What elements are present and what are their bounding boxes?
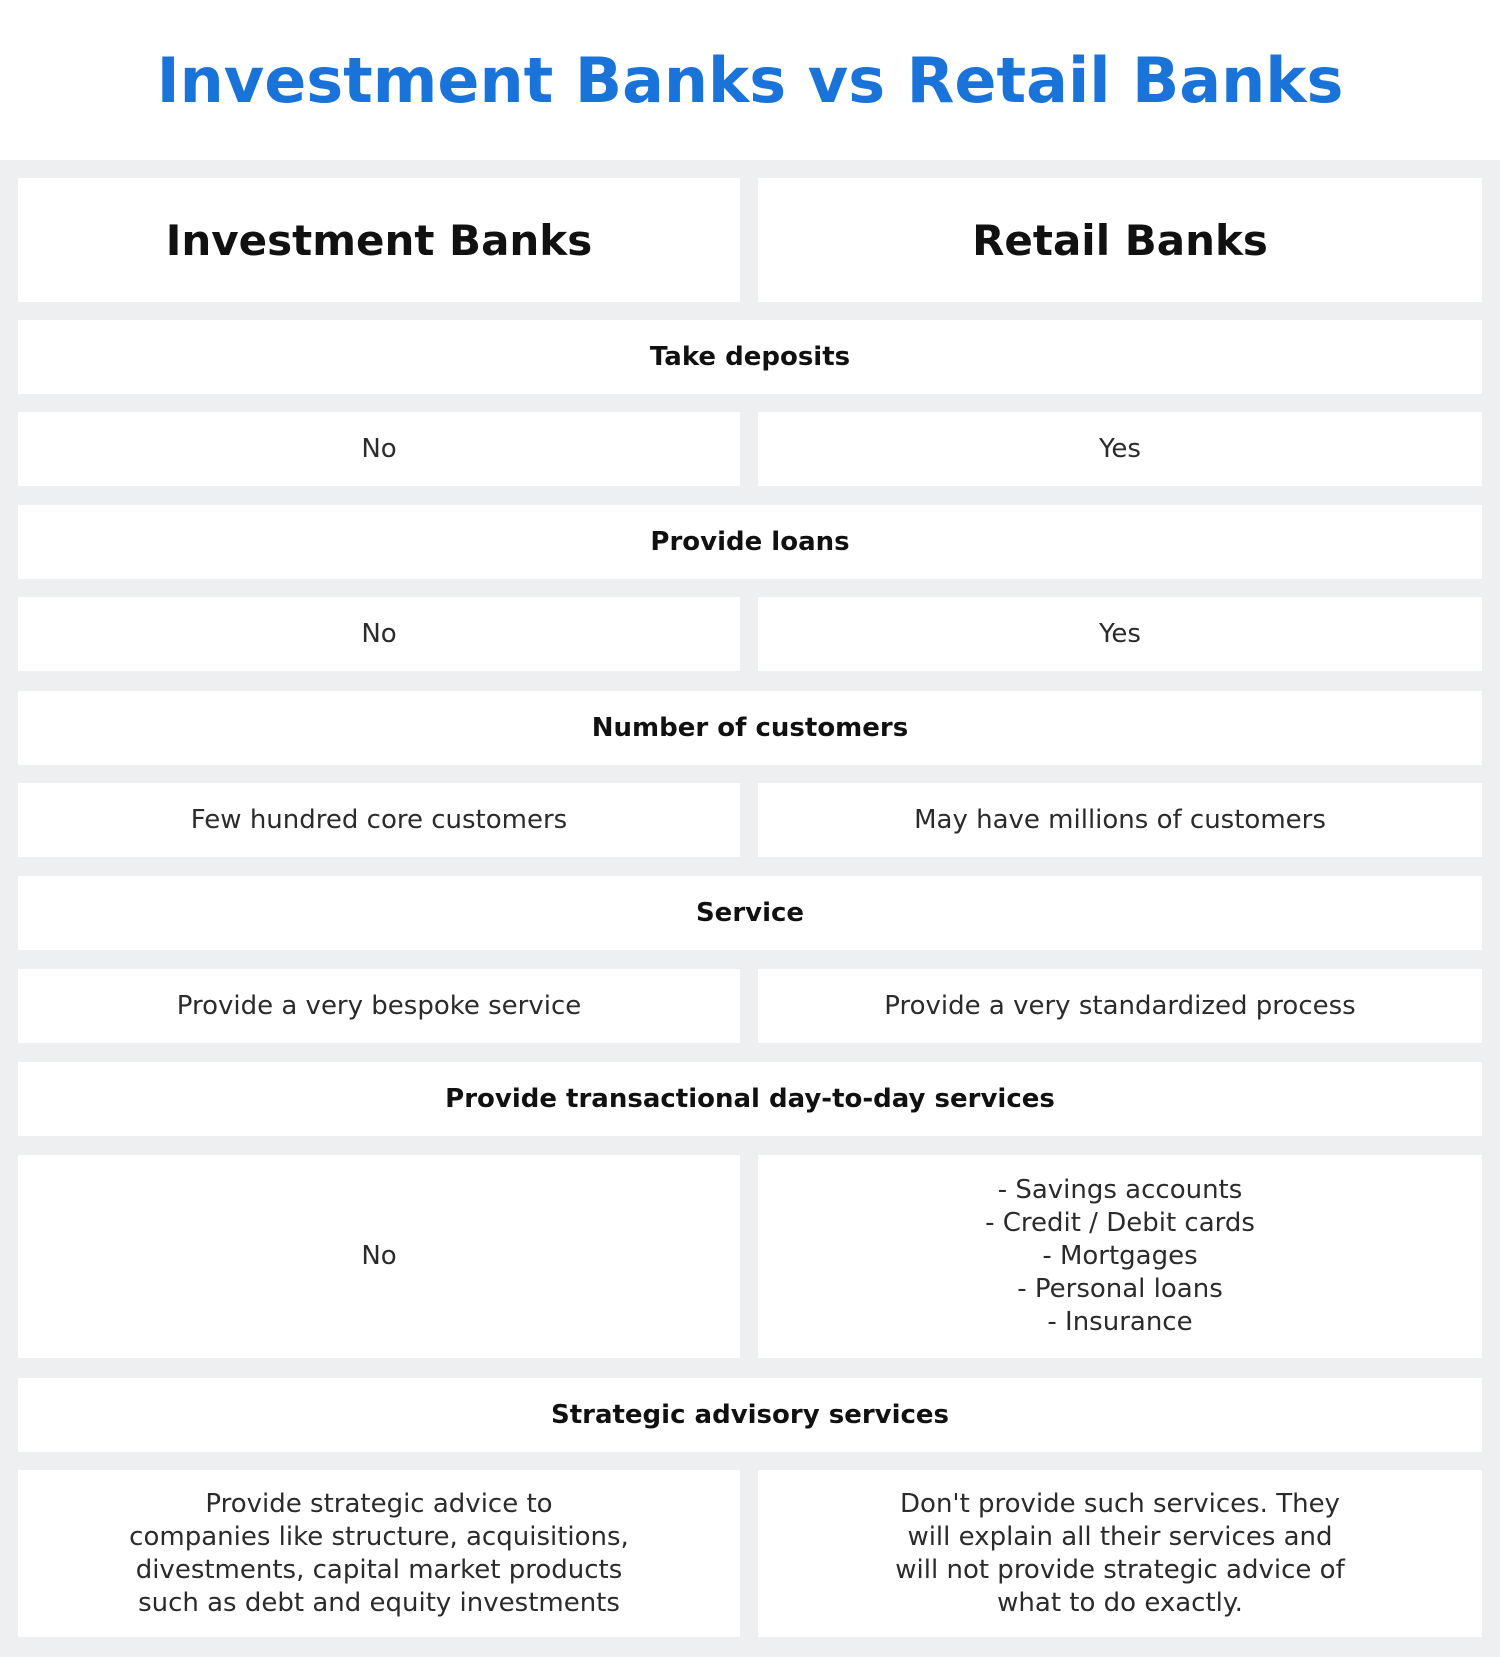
section-header-take-deposits: Take deposits (18, 320, 1482, 394)
investment-strategic-advisory-value: Provide strategic advice to companies like structure, acquisitions, divestments, capital market products such as debt and equity investments (18, 1470, 740, 1637)
retail-strategic-advisory-value: Don't provide such services. They will explain all their services and will not provide strategic advice of what to do exactly. (758, 1470, 1482, 1637)
comparison-table (0, 160, 1500, 1657)
section-header-transactional-services: Provide transactional day-to-day services (18, 1062, 1482, 1136)
title-area (0, 0, 1500, 160)
section-header-number-of-customers: Number of customers (18, 691, 1482, 765)
page-title: Investment Banks vs Retail Banks (156, 43, 1344, 117)
section-header-strategic-advisory: Strategic advisory services (18, 1378, 1482, 1452)
investment-number-of-customers-value: Few hundred core customers (18, 783, 740, 857)
retail-service-value: Provide a very standardized process (758, 969, 1482, 1043)
retail-take-deposits-value: Yes (758, 412, 1482, 486)
retail-transactional-services-list: - Savings accounts - Credit / Debit cards - Mortgages - Personal loans - Insurance (758, 1155, 1482, 1358)
section-header-provide-loans: Provide loans (18, 505, 1482, 579)
investment-transactional-services-value: No (18, 1155, 740, 1358)
investment-provide-loans-value: No (18, 597, 740, 671)
retail-provide-loans-value: Yes (758, 597, 1482, 671)
section-header-service: Service (18, 876, 1482, 950)
investment-service-value: Provide a very bespoke service (18, 969, 740, 1043)
column-header-investment-banks: Investment Banks (18, 178, 740, 302)
retail-number-of-customers-value: May have millions of customers (758, 783, 1482, 857)
investment-take-deposits-value: No (18, 412, 740, 486)
column-header-retail-banks: Retail Banks (758, 178, 1482, 302)
